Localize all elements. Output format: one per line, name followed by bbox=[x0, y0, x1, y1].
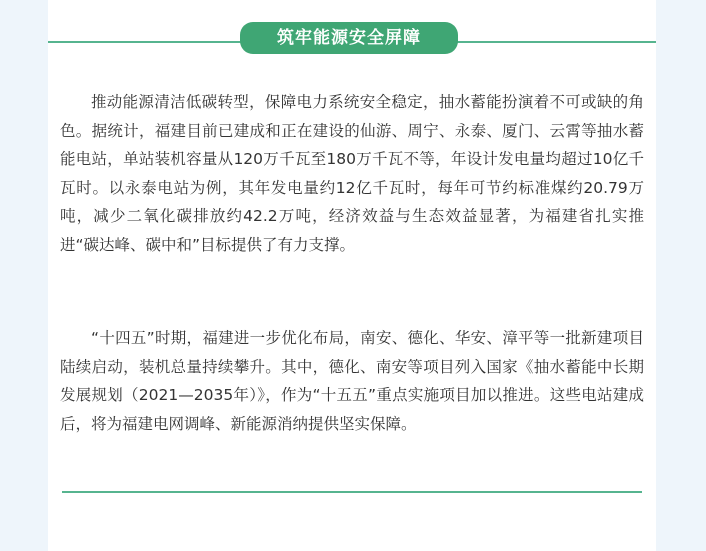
paragraph-2: “十四五”时期，福建进一步优化布局，南安、德化、华安、漳平等一批新建项目陆续启动，装机总量持续攀升。其中，德化、南安等项目列入国家《抽水蓄能中长期发展规划（2021—2035年）》，作为“十五五”重点实施项目加以推进。这些电站建成后，将为福建电网调峰、新能源消纳提供坚实保障。 bbox=[60, 329, 644, 433]
paragraph-1: 推动能源清洁低碳转型，保障电力系统安全稳定，抽水蓄能扮演着不可或缺的角色。据统计，福建目前已建成和正在建设的仙游、周宁、永泰、厦门、云霄等抽水蓄能电站，单站装机容量从120万千瓦至180万千瓦不等，年设计发电量均超过10亿千瓦时。以永泰电站为例，其年发电量约12亿千瓦时，每年可节约标准煤约20.79万吨，减少二氧化碳排放约42.2万吨，经济效益与生态效益显著，为福建省扎实推进“碳达峰、碳中和”目标提供了有力支撑。 bbox=[60, 93, 644, 254]
bottom-divider bbox=[62, 491, 642, 493]
article-card bbox=[48, 0, 656, 551]
section-title: 筑牢能源安全屏障 bbox=[240, 22, 458, 54]
